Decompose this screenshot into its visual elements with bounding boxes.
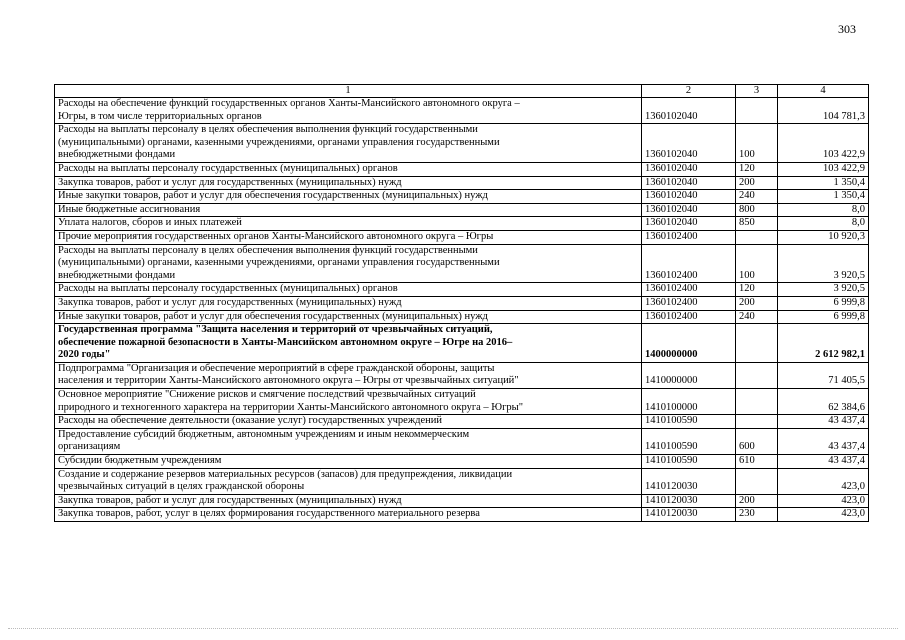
- amount-cell: 62 384,6: [778, 389, 869, 415]
- target-code-cell: 1410000000: [642, 362, 736, 388]
- expense-type-cell: 850: [736, 217, 778, 231]
- table-row: [55, 324, 869, 363]
- expense-name-cell: Расходы на выплаты персоналу в целях обеспечения выполнения функций государственными (муниципальными) органами, казенными учреждениями, органами управления государственными внебюджетными фондами: [55, 124, 642, 163]
- target-code-cell: 1400000000: [642, 324, 736, 363]
- target-code-cell: 1360102040: [642, 176, 736, 190]
- expense-name-cell: Уплата налогов, сборов и иных платежей: [55, 217, 642, 231]
- table-row: [55, 203, 869, 217]
- amount-cell: 103 422,9: [778, 124, 869, 163]
- amount-cell: 43 437,4: [778, 415, 869, 429]
- table-row: [55, 283, 869, 297]
- amount-cell: 6 999,8: [778, 296, 869, 310]
- table-row: [55, 389, 869, 415]
- table-row: [55, 362, 869, 388]
- amount-cell: 8,0: [778, 203, 869, 217]
- target-code-cell: 1360102400: [642, 310, 736, 324]
- expense-name-cell: Предоставление субсидий бюджетным, автономным учреждениям и иным некоммерческим организациям: [55, 428, 642, 454]
- table-row: [55, 124, 869, 163]
- expense-type-cell: 100: [736, 124, 778, 163]
- column-header-type: 3: [736, 85, 778, 98]
- expense-name-cell: Закупка товаров, работ и услуг для государственных (муниципальных) нужд: [55, 494, 642, 508]
- expense-name-cell: Подпрограмма "Организация и обеспечение мероприятий в сфере гражданской обороны, защиты населения и территории Ханты-Мансийского автономного округа – Югры от чрезвычайных ситуаций": [55, 362, 642, 388]
- page-number: 303: [838, 22, 856, 36]
- expense-type-cell: 610: [736, 455, 778, 469]
- expense-name-cell: Расходы на обеспечение функций государственных органов Ханты-Мансийского автономного округа – Югры, в том числе территориальных органов: [55, 98, 642, 124]
- target-code-cell: 1360102400: [642, 244, 736, 283]
- amount-cell: 8,0: [778, 217, 869, 231]
- table-row: [55, 217, 869, 231]
- table-row: [55, 244, 869, 283]
- target-code-cell: 1410120030: [642, 494, 736, 508]
- scan-artifact-line: [8, 628, 898, 629]
- target-code-cell: 1360102400: [642, 283, 736, 297]
- amount-cell: 1 350,4: [778, 176, 869, 190]
- budget-table: [54, 84, 869, 522]
- expense-type-cell: 200: [736, 296, 778, 310]
- target-code-cell: 1410100590: [642, 428, 736, 454]
- expense-name-cell: Закупка товаров, работ и услуг для государственных (муниципальных) нужд: [55, 296, 642, 310]
- table-row: [55, 494, 869, 508]
- table-row: [55, 310, 869, 324]
- expense-type-cell: 120: [736, 162, 778, 176]
- expense-type-cell: [736, 230, 778, 244]
- table-row: [55, 455, 869, 469]
- target-code-cell: 1410100590: [642, 455, 736, 469]
- amount-cell: 3 920,5: [778, 244, 869, 283]
- table-row: [55, 176, 869, 190]
- expense-type-cell: [736, 98, 778, 124]
- target-code-cell: 1410100590: [642, 415, 736, 429]
- expense-name-cell: Иные закупки товаров, работ и услуг для обеспечения государственных (муниципальных) нужд: [55, 190, 642, 204]
- table-row: [55, 230, 869, 244]
- amount-cell: 10 920,3: [778, 230, 869, 244]
- table-row: [55, 428, 869, 454]
- expense-name-cell: Закупка товаров, работ, услуг в целях формирования государственного материального резерва: [55, 508, 642, 522]
- table-row: [55, 468, 869, 494]
- expense-type-cell: [736, 415, 778, 429]
- column-header-code: 2: [642, 85, 736, 98]
- expense-name-cell: Иные бюджетные ассигнования: [55, 203, 642, 217]
- target-code-cell: 1360102040: [642, 190, 736, 204]
- expense-name-cell: Создание и содержание резервов материальных ресурсов (запасов) для предупреждения, ликвидации чрезвычайных ситуаций в целях гражданской обороны: [55, 468, 642, 494]
- expense-type-cell: [736, 362, 778, 388]
- target-code-cell: 1360102040: [642, 203, 736, 217]
- table-row: [55, 415, 869, 429]
- expense-type-cell: 200: [736, 176, 778, 190]
- table-row: [55, 98, 869, 124]
- expense-name-cell: Расходы на выплаты персоналу в целях обеспечения выполнения функций государственными (муниципальными) органами, казенными учреждениями, органами управления государственными внебюджетными фондами: [55, 244, 642, 283]
- expense-type-cell: 800: [736, 203, 778, 217]
- amount-cell: 423,0: [778, 508, 869, 522]
- amount-cell: 1 350,4: [778, 190, 869, 204]
- column-header-name: 1: [55, 85, 642, 98]
- expense-name-cell: Расходы на выплаты персоналу государственных (муниципальных) органов: [55, 283, 642, 297]
- column-header-amount: 4: [778, 85, 869, 98]
- table-row: [55, 508, 869, 522]
- target-code-cell: 1410120030: [642, 468, 736, 494]
- amount-cell: 423,0: [778, 468, 869, 494]
- target-code-cell: 1360102040: [642, 98, 736, 124]
- expense-type-cell: 230: [736, 508, 778, 522]
- target-code-cell: 1360102040: [642, 162, 736, 176]
- expense-type-cell: 120: [736, 283, 778, 297]
- expense-type-cell: 240: [736, 190, 778, 204]
- expense-name-cell: Прочие мероприятия государственных органов Ханты-Мансийского автономного округа – Югры: [55, 230, 642, 244]
- table-row: [55, 296, 869, 310]
- expense-type-cell: [736, 468, 778, 494]
- amount-cell: 3 920,5: [778, 283, 869, 297]
- target-code-cell: 1360102040: [642, 217, 736, 231]
- expense-type-cell: 600: [736, 428, 778, 454]
- amount-cell: 6 999,8: [778, 310, 869, 324]
- amount-cell: 2 612 982,1: [778, 324, 869, 363]
- expense-name-cell: Основное мероприятие "Снижение рисков и смягчение последствий чрезвычайных ситуаций природного и техногенного характера на территории Ханты-Мансийского автономного округа – Югры": [55, 389, 642, 415]
- amount-cell: 71 405,5: [778, 362, 869, 388]
- expense-name-cell: Иные закупки товаров, работ и услуг для обеспечения государственных (муниципальных) нужд: [55, 310, 642, 324]
- expense-type-cell: 200: [736, 494, 778, 508]
- expense-name-cell: Расходы на обеспечение деятельности (оказание услуг) государственных учреждений: [55, 415, 642, 429]
- amount-cell: 103 422,9: [778, 162, 869, 176]
- amount-cell: 43 437,4: [778, 455, 869, 469]
- amount-cell: 104 781,3: [778, 98, 869, 124]
- target-code-cell: 1360102400: [642, 230, 736, 244]
- table-header-row: [55, 85, 869, 98]
- target-code-cell: 1360102040: [642, 124, 736, 163]
- expense-type-cell: 240: [736, 310, 778, 324]
- expense-name-cell: Закупка товаров, работ и услуг для государственных (муниципальных) нужд: [55, 176, 642, 190]
- target-code-cell: 1410120030: [642, 508, 736, 522]
- expense-type-cell: [736, 389, 778, 415]
- amount-cell: 43 437,4: [778, 428, 869, 454]
- target-code-cell: 1360102400: [642, 296, 736, 310]
- expense-name-cell: Субсидии бюджетным учреждениям: [55, 455, 642, 469]
- amount-cell: 423,0: [778, 494, 869, 508]
- table-row: [55, 162, 869, 176]
- expense-type-cell: [736, 324, 778, 363]
- expense-name-cell: Расходы на выплаты персоналу государственных (муниципальных) органов: [55, 162, 642, 176]
- target-code-cell: 1410100000: [642, 389, 736, 415]
- expense-name-cell: Государственная программа "Защита населения и территорий от чрезвычайных ситуаций, обеспечение пожарной безопасности в Ханты-Мансийском автономном округе – Югре на 2016– 2020 годы": [55, 324, 642, 363]
- table-row: [55, 190, 869, 204]
- expense-type-cell: 100: [736, 244, 778, 283]
